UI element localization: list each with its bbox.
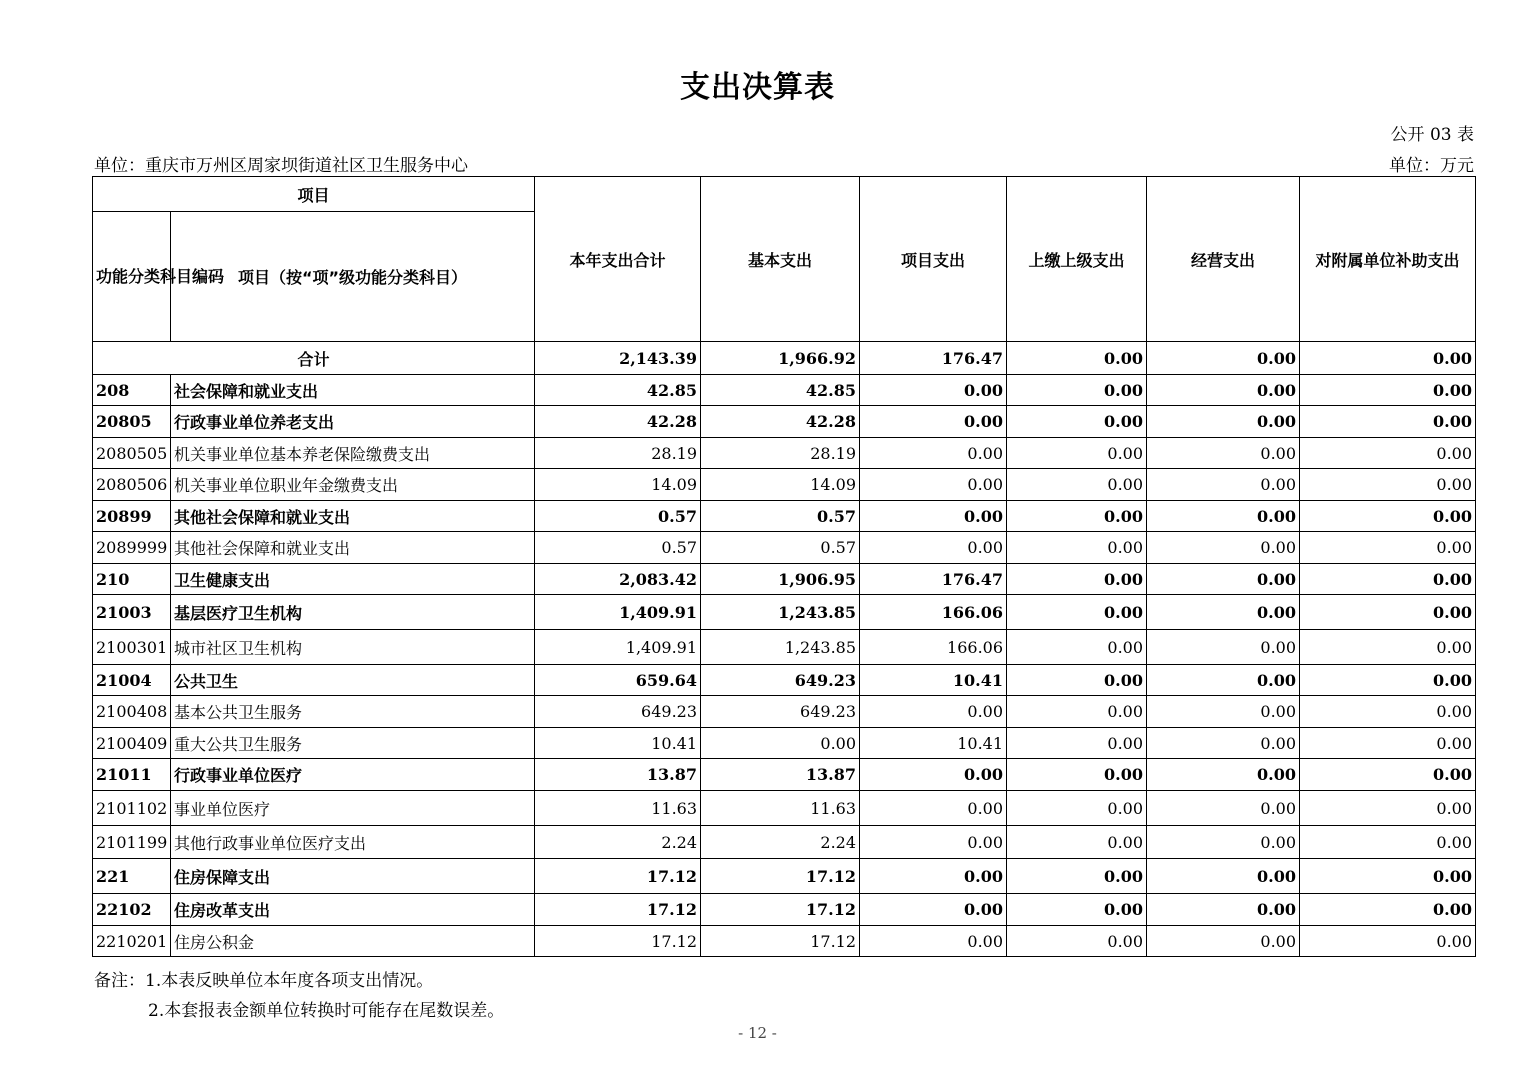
row-total: 10.41 bbox=[535, 728, 701, 759]
row-remit: 0.00 bbox=[1007, 791, 1147, 826]
row-project: 0.00 bbox=[860, 406, 1007, 438]
row-remit: 0.00 bbox=[1007, 438, 1147, 469]
row-name: 住房改革支出 bbox=[171, 894, 535, 926]
row-total: 17.12 bbox=[535, 926, 701, 957]
table-row bbox=[93, 501, 1476, 532]
row-name: 其他行政事业单位医疗支出 bbox=[171, 826, 535, 859]
row-basic: 1,906.95 bbox=[701, 564, 860, 595]
row-remit: 0.00 bbox=[1007, 826, 1147, 859]
row-basic: 17.12 bbox=[701, 859, 860, 894]
row-project: 0.00 bbox=[860, 894, 1007, 926]
row-project: 0.00 bbox=[860, 926, 1007, 957]
row-name: 行政事业单位医疗 bbox=[171, 759, 535, 791]
total-remit: 0.00 bbox=[1007, 342, 1147, 375]
row-remit: 0.00 bbox=[1007, 859, 1147, 894]
row-code: 22102 bbox=[93, 894, 171, 926]
row-remit: 0.00 bbox=[1007, 894, 1147, 926]
row-subsidy: 0.00 bbox=[1300, 926, 1476, 957]
row-total: 13.87 bbox=[535, 759, 701, 791]
total-label: 合计 bbox=[93, 342, 535, 375]
row-total: 11.63 bbox=[535, 791, 701, 826]
row-name: 事业单位医疗 bbox=[171, 791, 535, 826]
row-subsidy: 0.00 bbox=[1300, 406, 1476, 438]
row-total: 1,409.91 bbox=[535, 595, 701, 630]
header-subsidy: 对附属单位补助支出 bbox=[1300, 177, 1476, 342]
row-project: 166.06 bbox=[860, 630, 1007, 665]
row-business: 0.00 bbox=[1147, 696, 1300, 728]
table-row bbox=[93, 595, 1476, 630]
row-code: 20899 bbox=[93, 501, 171, 532]
row-basic: 2.24 bbox=[701, 826, 860, 859]
row-subsidy: 0.00 bbox=[1300, 630, 1476, 665]
row-basic: 0.57 bbox=[701, 532, 860, 564]
row-basic: 0.00 bbox=[701, 728, 860, 759]
row-subsidy: 0.00 bbox=[1300, 665, 1476, 696]
row-name: 重大公共卫生服务 bbox=[171, 728, 535, 759]
row-total: 42.28 bbox=[535, 406, 701, 438]
row-project: 0.00 bbox=[860, 532, 1007, 564]
header-name: 项目（按“项”级功能分类科目） bbox=[171, 212, 535, 342]
row-project: 0.00 bbox=[860, 696, 1007, 728]
row-code: 2080506 bbox=[93, 469, 171, 501]
row-total: 17.12 bbox=[535, 894, 701, 926]
row-basic: 17.12 bbox=[701, 894, 860, 926]
row-project: 166.06 bbox=[860, 595, 1007, 630]
row-business: 0.00 bbox=[1147, 791, 1300, 826]
table-row bbox=[93, 894, 1476, 926]
table-row bbox=[93, 665, 1476, 696]
row-subsidy: 0.00 bbox=[1300, 532, 1476, 564]
row-remit: 0.00 bbox=[1007, 926, 1147, 957]
row-remit: 0.00 bbox=[1007, 630, 1147, 665]
page-title: 支出决算表 bbox=[680, 70, 835, 105]
row-total: 14.09 bbox=[535, 469, 701, 501]
row-total: 649.23 bbox=[535, 696, 701, 728]
row-business: 0.00 bbox=[1147, 894, 1300, 926]
table-row bbox=[93, 791, 1476, 826]
row-basic: 42.28 bbox=[701, 406, 860, 438]
row-name: 住房保障支出 bbox=[171, 859, 535, 894]
row-total: 0.57 bbox=[535, 532, 701, 564]
row-project: 0.00 bbox=[860, 501, 1007, 532]
row-total: 659.64 bbox=[535, 665, 701, 696]
row-basic: 1,243.85 bbox=[701, 630, 860, 665]
table-row bbox=[93, 406, 1476, 438]
table-row bbox=[93, 826, 1476, 859]
total-business: 0.00 bbox=[1147, 342, 1300, 375]
header-basic: 基本支出 bbox=[701, 177, 860, 342]
row-code: 21011 bbox=[93, 759, 171, 791]
row-code: 2080505 bbox=[93, 438, 171, 469]
row-remit: 0.00 bbox=[1007, 759, 1147, 791]
row-remit: 0.00 bbox=[1007, 501, 1147, 532]
row-subsidy: 0.00 bbox=[1300, 728, 1476, 759]
row-remit: 0.00 bbox=[1007, 595, 1147, 630]
table-row bbox=[93, 759, 1476, 791]
table-row bbox=[93, 630, 1476, 665]
row-name: 住房公积金 bbox=[171, 926, 535, 957]
row-remit: 0.00 bbox=[1007, 406, 1147, 438]
row-remit: 0.00 bbox=[1007, 665, 1147, 696]
row-subsidy: 0.00 bbox=[1300, 438, 1476, 469]
form-number: 公开 03 表 bbox=[1390, 125, 1474, 145]
row-basic: 42.85 bbox=[701, 375, 860, 406]
row-name: 机关事业单位基本养老保险缴费支出 bbox=[171, 438, 535, 469]
row-remit: 0.00 bbox=[1007, 375, 1147, 406]
row-name: 机关事业单位职业年金缴费支出 bbox=[171, 469, 535, 501]
row-subsidy: 0.00 bbox=[1300, 791, 1476, 826]
row-business: 0.00 bbox=[1147, 926, 1300, 957]
row-basic: 1,243.85 bbox=[701, 595, 860, 630]
row-name: 城市社区卫生机构 bbox=[171, 630, 535, 665]
table-row bbox=[93, 469, 1476, 501]
unit-currency: 单位：万元 bbox=[1389, 156, 1474, 176]
row-subsidy: 0.00 bbox=[1300, 375, 1476, 406]
row-code: 2100409 bbox=[93, 728, 171, 759]
total-row bbox=[93, 342, 1476, 375]
row-project: 0.00 bbox=[860, 859, 1007, 894]
row-name: 其他社会保障和就业支出 bbox=[171, 501, 535, 532]
row-project: 10.41 bbox=[860, 728, 1007, 759]
row-business: 0.00 bbox=[1147, 406, 1300, 438]
row-name: 基本公共卫生服务 bbox=[171, 696, 535, 728]
row-code: 221 bbox=[93, 859, 171, 894]
total-subsidy: 0.00 bbox=[1300, 342, 1476, 375]
row-business: 0.00 bbox=[1147, 595, 1300, 630]
table-row bbox=[93, 438, 1476, 469]
row-total: 42.85 bbox=[535, 375, 701, 406]
row-business: 0.00 bbox=[1147, 826, 1300, 859]
row-subsidy: 0.00 bbox=[1300, 564, 1476, 595]
row-code: 21004 bbox=[93, 665, 171, 696]
row-remit: 0.00 bbox=[1007, 532, 1147, 564]
row-subsidy: 0.00 bbox=[1300, 759, 1476, 791]
row-business: 0.00 bbox=[1147, 630, 1300, 665]
row-total: 17.12 bbox=[535, 859, 701, 894]
header-item: 项目 bbox=[93, 177, 535, 212]
row-business: 0.00 bbox=[1147, 501, 1300, 532]
row-business: 0.00 bbox=[1147, 564, 1300, 595]
table-row bbox=[93, 696, 1476, 728]
row-project: 0.00 bbox=[860, 469, 1007, 501]
row-business: 0.00 bbox=[1147, 728, 1300, 759]
table-row bbox=[93, 564, 1476, 595]
row-business: 0.00 bbox=[1147, 469, 1300, 501]
row-name: 公共卫生 bbox=[171, 665, 535, 696]
row-total: 2.24 bbox=[535, 826, 701, 859]
header-total: 本年支出合计 bbox=[535, 177, 701, 342]
total-project: 176.47 bbox=[860, 342, 1007, 375]
row-project: 0.00 bbox=[860, 791, 1007, 826]
page-number: - 12 - bbox=[738, 1024, 777, 1042]
row-remit: 0.00 bbox=[1007, 728, 1147, 759]
row-project: 0.00 bbox=[860, 826, 1007, 859]
table-row bbox=[93, 375, 1476, 406]
row-project: 0.00 bbox=[860, 438, 1007, 469]
row-business: 0.00 bbox=[1147, 438, 1300, 469]
total-basic: 1,966.92 bbox=[701, 342, 860, 375]
row-subsidy: 0.00 bbox=[1300, 859, 1476, 894]
row-remit: 0.00 bbox=[1007, 564, 1147, 595]
row-code: 208 bbox=[93, 375, 171, 406]
row-project: 176.47 bbox=[860, 564, 1007, 595]
row-total: 0.57 bbox=[535, 501, 701, 532]
note-line-1: 备注：1.本表反映单位本年度各项支出情况。 bbox=[94, 971, 434, 991]
row-project: 0.00 bbox=[860, 759, 1007, 791]
row-project: 10.41 bbox=[860, 665, 1007, 696]
row-basic: 28.19 bbox=[701, 438, 860, 469]
row-subsidy: 0.00 bbox=[1300, 595, 1476, 630]
row-subsidy: 0.00 bbox=[1300, 696, 1476, 728]
row-business: 0.00 bbox=[1147, 375, 1300, 406]
row-name: 其他社会保障和就业支出 bbox=[171, 532, 535, 564]
unit-organization: 单位：重庆市万州区周家坝街道社区卫生服务中心 bbox=[94, 156, 468, 176]
row-name: 行政事业单位养老支出 bbox=[171, 406, 535, 438]
row-basic: 649.23 bbox=[701, 665, 860, 696]
row-code: 2210201 bbox=[93, 926, 171, 957]
row-code: 21003 bbox=[93, 595, 171, 630]
header-project: 项目支出 bbox=[860, 177, 1007, 342]
row-code: 2101199 bbox=[93, 826, 171, 859]
row-code: 2100408 bbox=[93, 696, 171, 728]
row-code: 2089999 bbox=[93, 532, 171, 564]
row-name: 社会保障和就业支出 bbox=[171, 375, 535, 406]
row-remit: 0.00 bbox=[1007, 469, 1147, 501]
row-code: 2100301 bbox=[93, 630, 171, 665]
table-row bbox=[93, 532, 1476, 564]
row-subsidy: 0.00 bbox=[1300, 501, 1476, 532]
row-project: 0.00 bbox=[860, 375, 1007, 406]
header-business: 经营支出 bbox=[1147, 177, 1300, 342]
row-name: 卫生健康支出 bbox=[171, 564, 535, 595]
note-line-2: 2.本套报表金额单位转换时可能存在尾数误差。 bbox=[148, 1001, 505, 1021]
row-subsidy: 0.00 bbox=[1300, 469, 1476, 501]
row-code: 20805 bbox=[93, 406, 171, 438]
row-subsidy: 0.00 bbox=[1300, 826, 1476, 859]
row-basic: 13.87 bbox=[701, 759, 860, 791]
row-remit: 0.00 bbox=[1007, 696, 1147, 728]
row-business: 0.00 bbox=[1147, 759, 1300, 791]
header-remit: 上缴上级支出 bbox=[1007, 177, 1147, 342]
table-row bbox=[93, 859, 1476, 894]
row-subsidy: 0.00 bbox=[1300, 894, 1476, 926]
row-basic: 11.63 bbox=[701, 791, 860, 826]
table-row bbox=[93, 728, 1476, 759]
header-code: 功能分类科目编码 bbox=[93, 212, 171, 342]
row-business: 0.00 bbox=[1147, 859, 1300, 894]
row-basic: 17.12 bbox=[701, 926, 860, 957]
table-row bbox=[93, 926, 1476, 957]
row-basic: 649.23 bbox=[701, 696, 860, 728]
row-basic: 0.57 bbox=[701, 501, 860, 532]
row-code: 2101102 bbox=[93, 791, 171, 826]
row-basic: 14.09 bbox=[701, 469, 860, 501]
row-business: 0.00 bbox=[1147, 665, 1300, 696]
row-total: 1,409.91 bbox=[535, 630, 701, 665]
expenditure-table bbox=[92, 176, 1476, 957]
row-name: 基层医疗卫生机构 bbox=[171, 595, 535, 630]
row-business: 0.00 bbox=[1147, 532, 1300, 564]
row-total: 28.19 bbox=[535, 438, 701, 469]
row-code: 210 bbox=[93, 564, 171, 595]
row-total: 2,083.42 bbox=[535, 564, 701, 595]
total-total: 2,143.39 bbox=[535, 342, 701, 375]
